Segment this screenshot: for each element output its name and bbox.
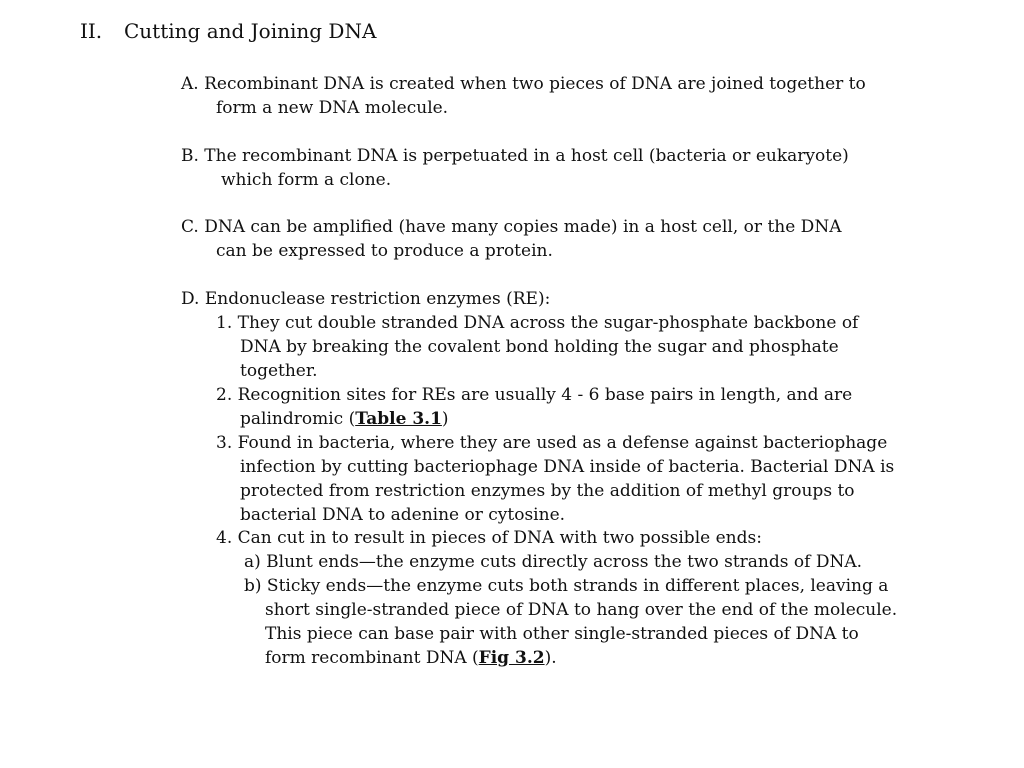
item-b-line-1: B. The recombinant DNA is perpetuated in a host cell (bacteria or eukaryote) (181, 146, 849, 166)
point-3-line-1: 3. Found in bacteria, where they are used as a defense against bacteriophage (216, 433, 888, 453)
point-4-sub-b-line-1: b) Sticky ends—the enzyme cuts both strands in different places, leaving a (244, 576, 889, 596)
point-2-line-2-post: ) (441, 409, 449, 429)
point-2-line-1: 2. Recognition sites for REs are usually 4 - 6 base pairs in length, and are (216, 385, 853, 405)
point-2-line-2 (240, 407, 449, 431)
point-4-sub-b-line-4-post: ). (544, 648, 557, 668)
point-4-sub-a: a) Blunt ends—the enzyme cuts directly across the two strands of DNA. (244, 552, 863, 572)
point-4-sub-b-line-4 (265, 646, 557, 670)
section-marker: II. (80, 19, 103, 43)
item-a-line-2: form a new DNA molecule. (216, 98, 449, 118)
point-3-line-3: protected from restriction enzymes by the addition of methyl groups to (240, 481, 855, 501)
point-4-sub-b-line-4-pre: form recombinant DNA ( (265, 648, 479, 668)
item-c-line-1: C. DNA can be amplified (have many copies made) in a host cell, or the DNA (181, 217, 842, 237)
item-c-line-2: can be expressed to produce a protein. (216, 241, 553, 261)
point-4-line-1: 4. Can cut in to result in pieces of DNA with two possible ends: (216, 528, 762, 548)
point-1-line-2: DNA by breaking the covalent bond holding the sugar and phosphate (240, 337, 839, 357)
point-2-line-2-pre: palindromic ( (240, 409, 356, 429)
point-3-line-2: infection by cutting bacteriophage DNA inside of bacteria. Bacterial DNA is (240, 457, 895, 477)
point-4-sub-b-line-3: This piece can base pair with other single-stranded pieces of DNA to (265, 624, 859, 644)
item-a-line-1: A. Recombinant DNA is created when two pieces of DNA are joined together to (181, 74, 866, 94)
table-3-1-link[interactable]: Table 3.1 (355, 409, 442, 429)
item-b-line-2: which form a clone. (221, 170, 392, 190)
point-1-line-1: 1. They cut double stranded DNA across the sugar-phosphate backbone of (216, 313, 859, 333)
fig-3-2-link[interactable]: Fig 3.2 (478, 648, 545, 668)
point-3-line-4: bacterial DNA to adenine or cytosine. (240, 505, 566, 525)
section-title: Cutting and Joining DNA (124, 19, 377, 43)
point-4-sub-b-line-2: short single-stranded piece of DNA to hang over the end of the molecule. (265, 600, 898, 620)
item-d-heading: D. Endonuclease restriction enzymes (RE): (181, 289, 551, 309)
point-1-line-3: together. (240, 361, 318, 381)
